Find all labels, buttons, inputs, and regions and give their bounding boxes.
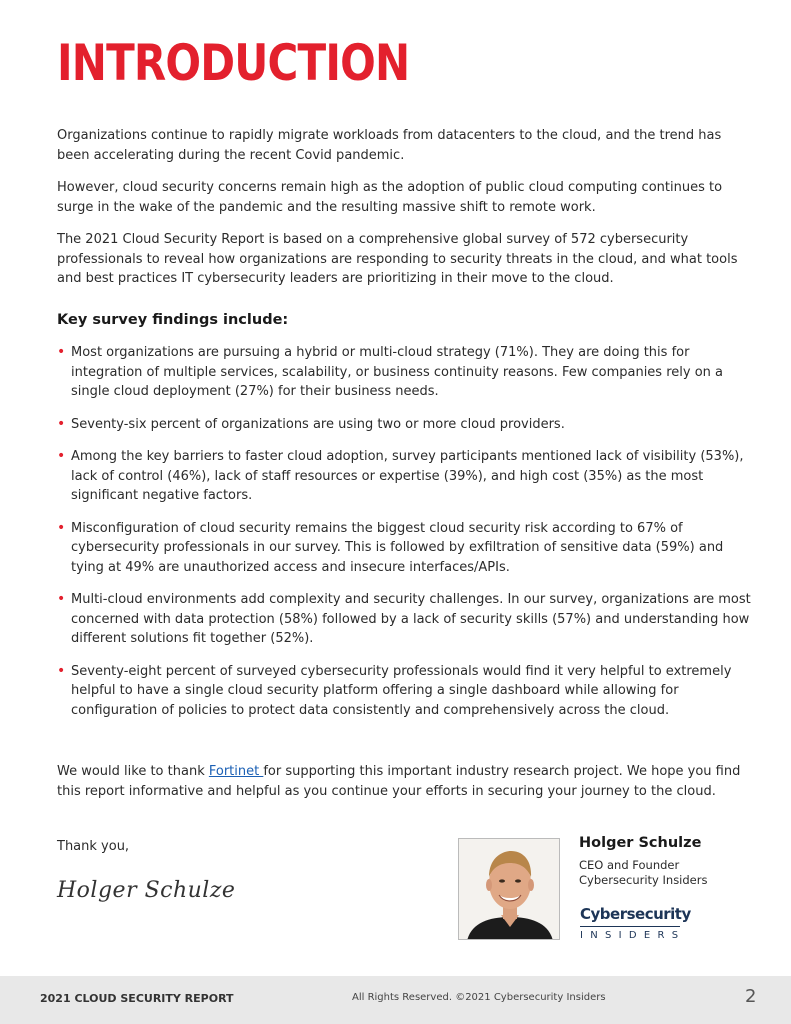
thank-you: Thank you,: [57, 839, 130, 854]
cybersecurity-insiders-logo: [580, 905, 691, 941]
page-footer: [0, 976, 791, 1024]
intro-paragraph-1: Organizations continue to rapidly migrate workloads from datacenters to the cloud, and the trend has been accelerating during the recent Covid pandemic.: [57, 128, 722, 163]
page-title: INTRODUCTION: [57, 34, 410, 92]
finding-item: [57, 447, 757, 506]
finding-text: Seventy-eight percent of surveyed cybersecurity professionals would find it very helpful to extremely helpful to have a single cloud security platform offering a single dashboard while allowing for configuration of policies to protect data consistently and comprehensively across the cloud.: [71, 663, 732, 718]
bullet-dot-icon: •: [57, 344, 66, 360]
signature: Holger Schulze: [57, 878, 236, 903]
author-portrait-icon: [459, 839, 560, 940]
intro-paragraph-3: The 2021 Cloud Security Report is based on a comprehensive global survey of 572 cybersecurity professionals to reveal how organizations are responding to security threats in the cloud, and what tools and best practices IT cybersecurity leaders are prioritizing in their move to the cloud.: [57, 232, 738, 286]
logo-wordmark-top: Cybersecurity: [580, 905, 691, 923]
findings-list: [57, 343, 757, 733]
footer-report-name: 2021 CLOUD SECURITY REPORT: [40, 992, 234, 1005]
author-name: Holger Schulze: [579, 835, 702, 851]
author-title: CEO and Founder: [579, 858, 680, 872]
finding-text: Seventy-six percent of organizations are using two or more cloud providers.: [71, 416, 565, 432]
footer-copyright: All Rights Reserved. ©2021 Cybersecurity Insiders: [352, 992, 606, 1003]
bullet-dot-icon: •: [57, 662, 66, 679]
closing-text-after: for supporting this important industry research project. We hope you find this report informative and helpful as you continue your efforts in securing your journey to the cloud.: [57, 764, 741, 799]
finding-item: [57, 415, 757, 435]
logo-divider: [580, 926, 680, 927]
author-company: Cybersecurity Insiders: [579, 873, 708, 887]
fortinet-link[interactable]: Fortinet: [208, 764, 264, 779]
page-number: 2: [745, 986, 757, 1007]
intro-paragraph-2: However, cloud security concerns remain high as the adoption of public cloud computing continues to surge in the wake of the pandemic and the resulting massive shift to remote work.: [57, 180, 723, 215]
logo-wordmark-bottom: INSIDERS: [580, 930, 686, 941]
closing-text-before: We would like to thank: [57, 764, 209, 779]
bullet-dot-icon: •: [57, 448, 66, 464]
finding-text: Most organizations are pursuing a hybrid or multi-cloud strategy (71%). They are doing this for integration of multiple services, scalability, or business continuity reasons. Few companies rely on a single cloud deployment (27%) for their business needs.: [71, 345, 723, 399]
finding-item: [57, 662, 757, 721]
finding-item: [57, 590, 757, 649]
findings-heading: Key survey findings include:: [57, 312, 289, 328]
finding-item: [57, 343, 757, 402]
finding-item: [57, 519, 757, 578]
author-photo: [458, 838, 560, 940]
closing-paragraph: [57, 762, 757, 801]
author-role: [579, 858, 707, 888]
finding-text: Among the key barriers to faster cloud adoption, survey participants mentioned lack of visibility (53%), lack of control (46%), lack of staff resources or expertise (39%), and high cost (35%) as the most significant negative factors.: [71, 449, 744, 503]
bullet-dot-icon: •: [57, 519, 66, 536]
finding-text: Multi-cloud environments add complexity and security challenges. In our survey, organizations are most concerned with data protection (58%) followed by a lack of security skills (57%) and understanding how different solutions fit together (52%).: [71, 592, 751, 646]
bullet-dot-icon: •: [57, 415, 66, 432]
finding-text: Misconfiguration of cloud security remains the biggest cloud security risk according to 67% of cybersecurity professionals in our survey. This is followed by exfiltration of sensitive data (59%) and tying at 49% are unauthorized access and insecure interfaces/APIs.: [71, 520, 724, 575]
bullet-dot-icon: •: [57, 591, 66, 607]
